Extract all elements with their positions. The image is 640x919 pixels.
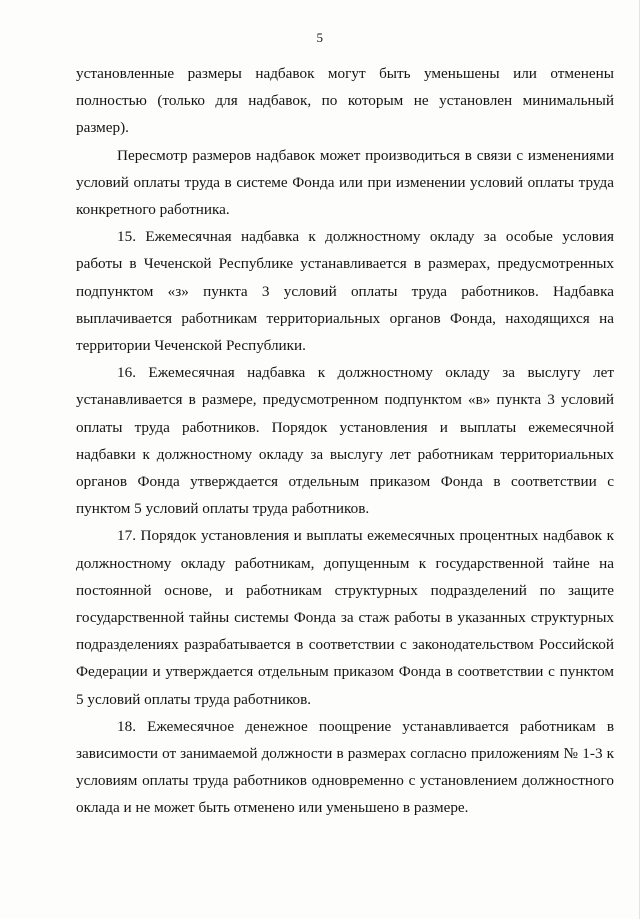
- paragraph-item-18: 18. Ежемесячное денежное поощрение устанавливается работникам в зависимости от занимаемой должности в размерах согласно приложениям № 1-3 к условиям оплаты труда работников одновременно с установлением должностного оклада и не может быть отменено или уменьшено в размере.: [76, 717, 614, 817]
- page-number: 5: [316, 30, 324, 45]
- paragraph-item-16: 16. Ежемесячная надбавка к должностному окладу за выслугу лет устанавливается в размере, предусмотренном подпунктом «в» пункта 3 условий оплаты труда работников. Порядок установления и выплаты ежемесячной надбавки к должностному окладу за выслугу лет работникам территориальных органов Фонда утверждается отдельным приказом Фонда в соответствии с пунктом 5 условий оплаты труда работников.: [76, 364, 614, 518]
- paragraph-item-15: 15. Ежемесячная надбавка к должностному окладу за особые условия работы в Чеченской Республике устанавливается в размерах, предусмотренных подпунктом «з» пункта 3 условий оплаты труда работников. Надбавка выплачивается работникам территориальных органов Фонда, находящихся на территории Чеченской Республики.: [76, 228, 614, 355]
- paragraph-revision: Пересмотр размеров надбавок может производиться в связи с изменениями условий оплаты труда в системе Фонда или при изменении условий оплаты труда конкретного работника.: [76, 146, 614, 219]
- paragraph-continuation: установленные размеры надбавок могут быть уменьшены или отменены полностью (только для надбавок, по которым не установлен минимальный размер).: [76, 65, 614, 137]
- paragraph-item-17: 17. Порядок установления и выплаты ежемесячных процентных надбавок к должностному окладу работникам, допущенным к государственной тайне на постоянной основе, и работникам структурных подразделений по защите государственной тайны системы Фонда за стаж работы в указанных структурных подразделениях разрабатывается в соответствии с законодательством Российской Федерации и утверждается отдельным приказом Фонда в соответствии с пунктом 5 условий оплаты труда работников.: [76, 527, 614, 708]
- document-body: [76, 60, 614, 822]
